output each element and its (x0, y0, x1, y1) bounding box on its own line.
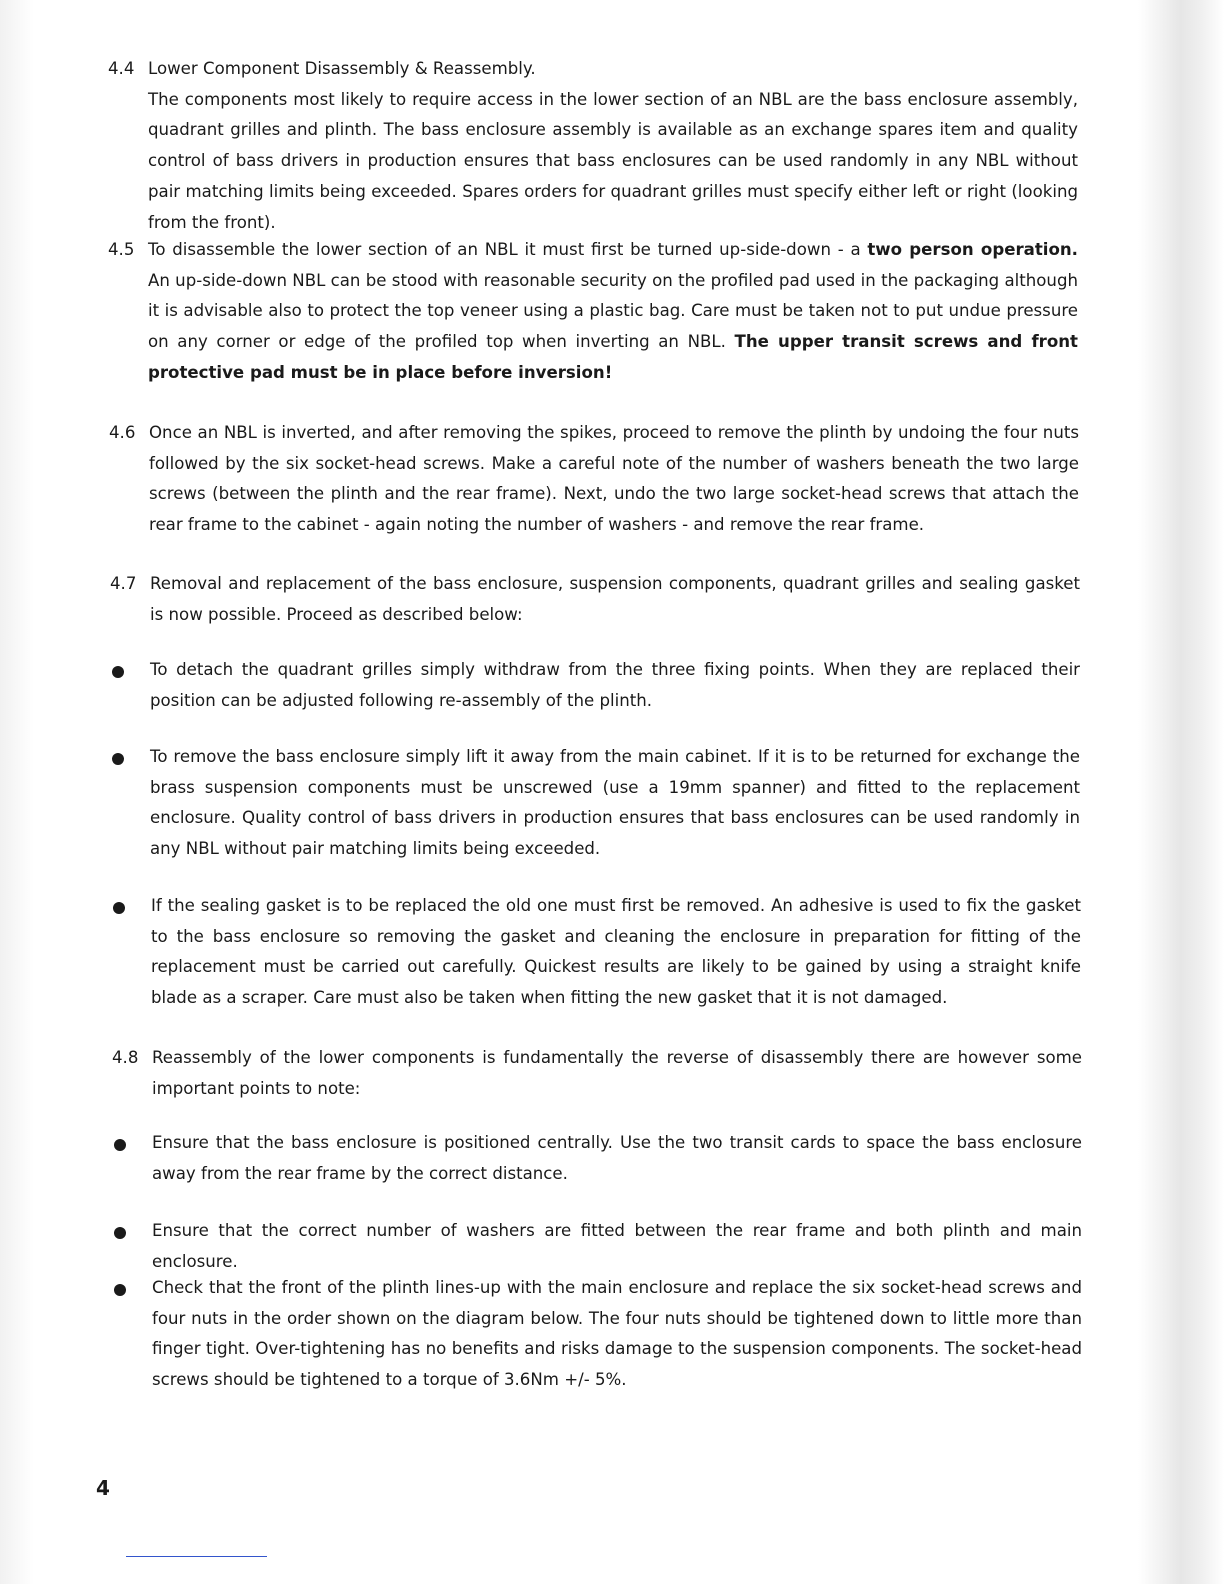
section-4-8-bullet-3: Check that the front of the plinth lines-up with the main enclosure and replace the six socket-head screws and four nuts in the order shown on the diagram below. The four nuts should be tightened down to little more than finger tight. Over-tightening has no benefits and risks damage to the suspension components. The socket-head screws should be tightened to a torque of 3.6Nm +/- 5%. (152, 1278, 1082, 1390)
section-number-4-4: 4.4 (108, 59, 135, 78)
section-4-7: Removal and replacement of the bass enclosure, suspension components, quadrant grilles and sealing gasket is now possible. Proceed as described below: (150, 574, 1080, 624)
section-4-4 (148, 54, 1078, 238)
section-4-7-bullet-1: To detach the quadrant grilles simply withdraw from the three fixing points. When they are replaced their position can be adjusted following re-assembly of the plinth. (150, 660, 1080, 710)
section-4-5-text-a: To disassemble the lower section of an NBL it must first be turned up-side-down - a (148, 240, 868, 259)
section-number-4-8: 4.8 (112, 1048, 139, 1067)
bullet-icon (114, 1284, 126, 1296)
section-4-5 (148, 235, 1078, 389)
section-4-4-text: The components most likely to require access in the lower section of an NBL are the bass enclosure assembly, quadrant grilles and plinth. The bass enclosure assembly is available as an exchange spares item and quality control of bass drivers in production ensures that bass enclosures can be used randomly in any NBL without pair matching limits being exceeded. Spares orders for quadrant grilles must specify either left or right (looking from the front). (148, 89, 1078, 232)
section-4-5-bold-b: The upper transit screws and front protective pad must be in place before inversion! (148, 332, 1078, 382)
section-4-4-heading: Lower Component Disassembly & Reassembly. (148, 59, 536, 78)
bullet-icon (112, 753, 124, 765)
section-4-7-bullet-2: To remove the bass enclosure simply lift it away from the main cabinet. If it is to be returned for exchange the brass suspension components must be unscrewed (use a 19mm spanner) and fitted to the replacement enclosure. Quality control of bass drivers in production ensures that bass enclosures can be used randomly in any NBL without pair matching limits being exceeded. (150, 747, 1080, 859)
section-4-5-text-b: An up-side-down NBL can be stood with reasonable security on the profiled pad used in the packaging although it is advisable also to protect the top veneer using a plastic bag. Care must be taken not to put undue pressure on any corner or edge of the profiled top when inverting an NBL. (148, 270, 1078, 352)
section-4-7-bullet-3: If the sealing gasket is to be replaced the old one must first be removed. An adhesive is used to fix the gasket to the bass enclosure so removing the gasket and cleaning the enclosure in preparation for fitting of the replacement must be carried out carefully. Quickest results are likely to be gained by using a straight knife blade as a scraper. Care must also be taken when fitting the new gasket that it is not damaged. (151, 896, 1081, 1008)
section-4-8-bullet-1: Ensure that the bass enclosure is positioned centrally. Use the two transit cards to space the bass enclosure away from the rear frame by the correct distance. (152, 1133, 1082, 1183)
bullet-icon (114, 1227, 126, 1239)
section-4-5-bold-a: two person operation. (867, 240, 1078, 259)
section-number-4-7: 4.7 (110, 574, 137, 593)
section-4-8-bullet-2: Ensure that the correct number of washers are fitted between the rear frame and both plinth and main enclosure. (152, 1221, 1082, 1271)
footer-rule (126, 1556, 267, 1557)
section-4-6: Once an NBL is inverted, and after removing the spikes, proceed to remove the plinth by undoing the four nuts followed by the six socket-head screws. Make a careful note of the number of washers beneath the two large screws (between the plinth and the rear frame). Next, undo the two large socket-head screws that attach the rear frame to the cabinet - again noting the number of washers - and remove the rear frame. (149, 423, 1079, 535)
bullet-icon (114, 1139, 126, 1151)
section-number-4-5: 4.5 (108, 240, 135, 259)
section-number-4-6: 4.6 (109, 423, 136, 442)
page-number: 4 (96, 1476, 110, 1500)
bullet-icon (112, 666, 124, 678)
section-4-8: Reassembly of the lower components is fundamentally the reverse of disassembly there are however some important points to note: (152, 1048, 1082, 1098)
bullet-icon (113, 902, 125, 914)
